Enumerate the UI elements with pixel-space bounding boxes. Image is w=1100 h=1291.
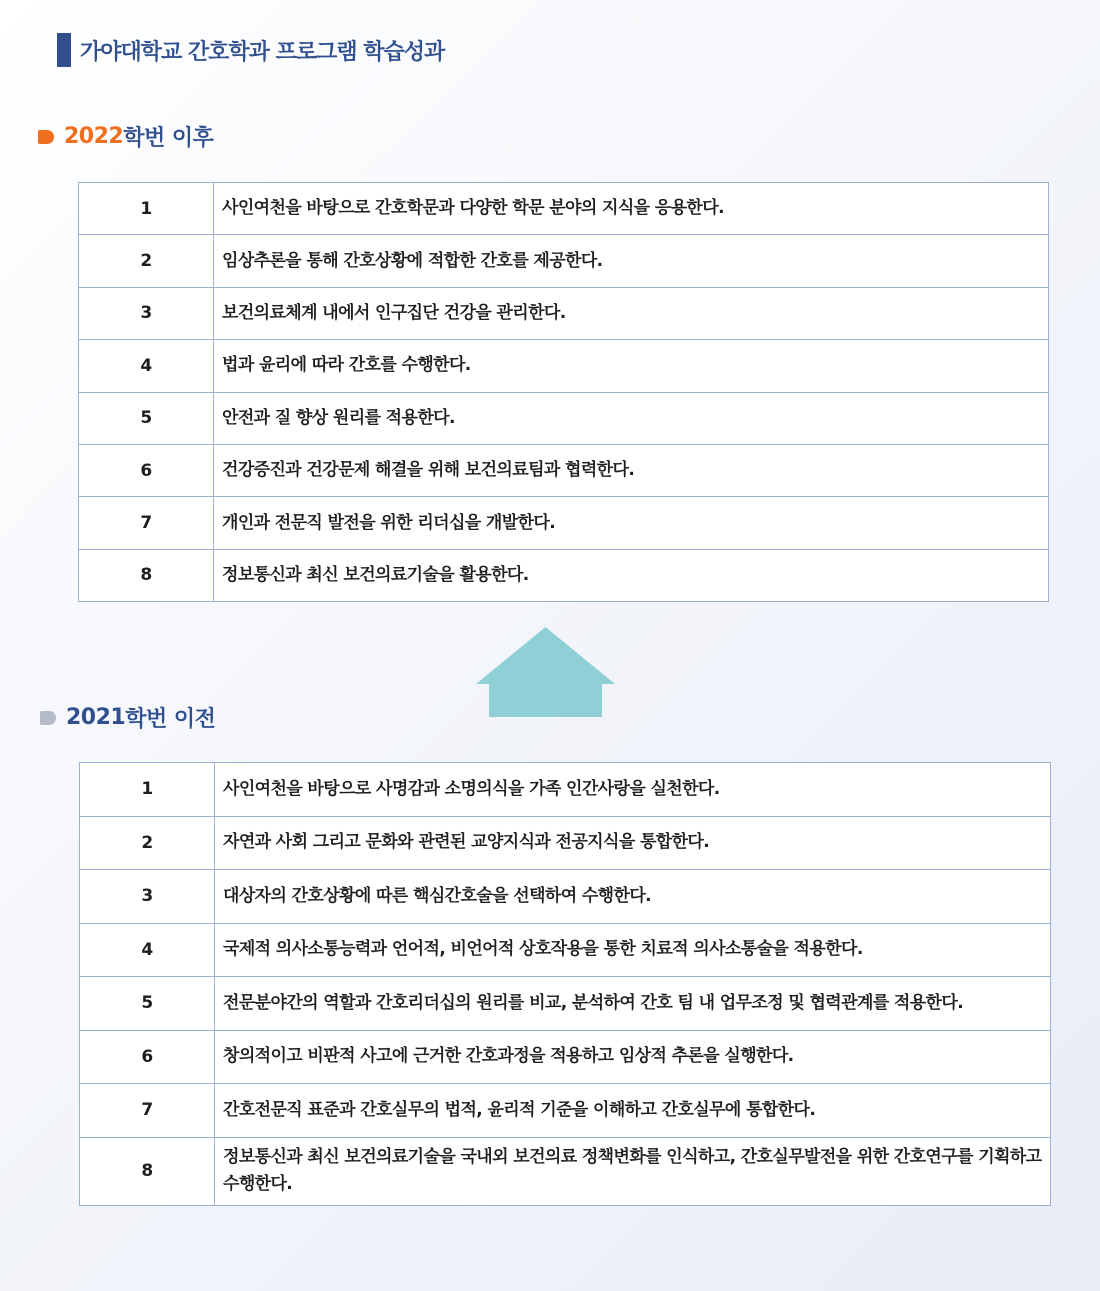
row-number: 5 — [79, 392, 214, 444]
page-title-text: 가야대학교 간호학과 프로그램 학습성과 — [80, 39, 445, 65]
table-row — [79, 235, 1049, 287]
row-text: 정보통신과 최신 보건의료기술을 활용한다. — [214, 549, 1049, 601]
row-number: 2 — [79, 235, 214, 287]
row-number: 2 — [80, 816, 215, 870]
row-text: 사인여천을 바탕으로 사명감과 소명의식을 가족 인간사랑을 실천한다. — [215, 763, 1051, 817]
row-text: 건강증진과 건강문제 해결을 위해 보건의료팀과 협력한다. — [214, 444, 1049, 496]
row-text: 대상자의 간호상황에 따른 핵심간호술을 선택하여 수행한다. — [215, 870, 1051, 924]
table-row — [80, 977, 1051, 1031]
row-text: 정보통신과 최신 보건의료기술을 국내외 보건의료 정책변화를 인식하고, 간호실무발전을 위한 간호연구를 기획하고 수행한다. — [215, 1137, 1051, 1205]
table-row — [79, 340, 1049, 392]
table-row — [79, 392, 1049, 444]
row-text: 보건의료체계 내에서 인구집단 건강을 관리한다. — [214, 287, 1049, 339]
table-row — [80, 763, 1051, 817]
row-number: 1 — [80, 763, 215, 817]
row-number: 7 — [80, 1084, 215, 1138]
title-bar-icon — [57, 33, 71, 67]
page-title — [57, 33, 444, 67]
table-row — [80, 1030, 1051, 1084]
gray-tab-marker-icon — [40, 711, 56, 725]
row-text: 창의적이고 비판적 사고에 근거한 간호과정을 적용하고 임상적 추론을 실행한다. — [215, 1030, 1051, 1084]
row-text: 간호전문직 표준과 간호실무의 법적, 윤리적 기준을 이해하고 간호실무에 통합한다. — [215, 1084, 1051, 1138]
table-row — [79, 497, 1049, 549]
row-number: 3 — [80, 870, 215, 924]
orange-tab-marker-icon — [38, 130, 54, 144]
section-suffix-2021: 학번 이전 — [125, 707, 216, 732]
row-number: 3 — [79, 287, 214, 339]
row-text: 법과 윤리에 따라 간호를 수행한다. — [214, 340, 1049, 392]
outcomes-table-2022 — [78, 182, 1049, 602]
row-number: 6 — [80, 1030, 215, 1084]
table-row — [80, 1137, 1051, 1205]
table-row — [79, 549, 1049, 601]
row-number: 8 — [80, 1137, 215, 1205]
section-suffix-2022: 학번 이후 — [123, 126, 214, 151]
row-number: 7 — [79, 497, 214, 549]
row-text: 사인여천을 바탕으로 간호학문과 다양한 학문 분야의 지식을 응용한다. — [214, 183, 1049, 235]
table-row — [80, 816, 1051, 870]
outcomes-table-2021 — [79, 762, 1051, 1206]
row-text: 임상추론을 통해 간호상황에 적합한 간호를 제공한다. — [214, 235, 1049, 287]
row-number: 8 — [79, 549, 214, 601]
section-year-2021: 2021 — [66, 705, 126, 730]
row-number: 4 — [79, 340, 214, 392]
row-text: 안전과 질 향상 원리를 적용한다. — [214, 392, 1049, 444]
row-text: 국제적 의사소통능력과 언어적, 비언어적 상호작용을 통한 치료적 의사소통술을 적용한다. — [215, 923, 1051, 977]
row-text: 전문분야간의 역할과 간호리더십의 원리를 비교, 분석하여 간호 팀 내 업무조정 및 협력관계를 적용한다. — [215, 977, 1051, 1031]
section-heading-2021 — [40, 702, 215, 733]
table-row — [80, 1084, 1051, 1138]
section-year-2022: 2022 — [64, 124, 124, 149]
up-arrow-icon — [476, 627, 615, 717]
row-number: 1 — [79, 183, 214, 235]
row-number: 6 — [79, 444, 214, 496]
table-row — [79, 444, 1049, 496]
table-row — [79, 183, 1049, 235]
row-number: 4 — [80, 923, 215, 977]
section-heading-2022 — [38, 121, 213, 152]
table-row — [79, 287, 1049, 339]
row-text: 자연과 사회 그리고 문화와 관련된 교양지식과 전공지식을 통합한다. — [215, 816, 1051, 870]
table-row — [80, 923, 1051, 977]
table-row — [80, 870, 1051, 924]
row-text: 개인과 전문직 발전을 위한 리더십을 개발한다. — [214, 497, 1049, 549]
row-number: 5 — [80, 977, 215, 1031]
